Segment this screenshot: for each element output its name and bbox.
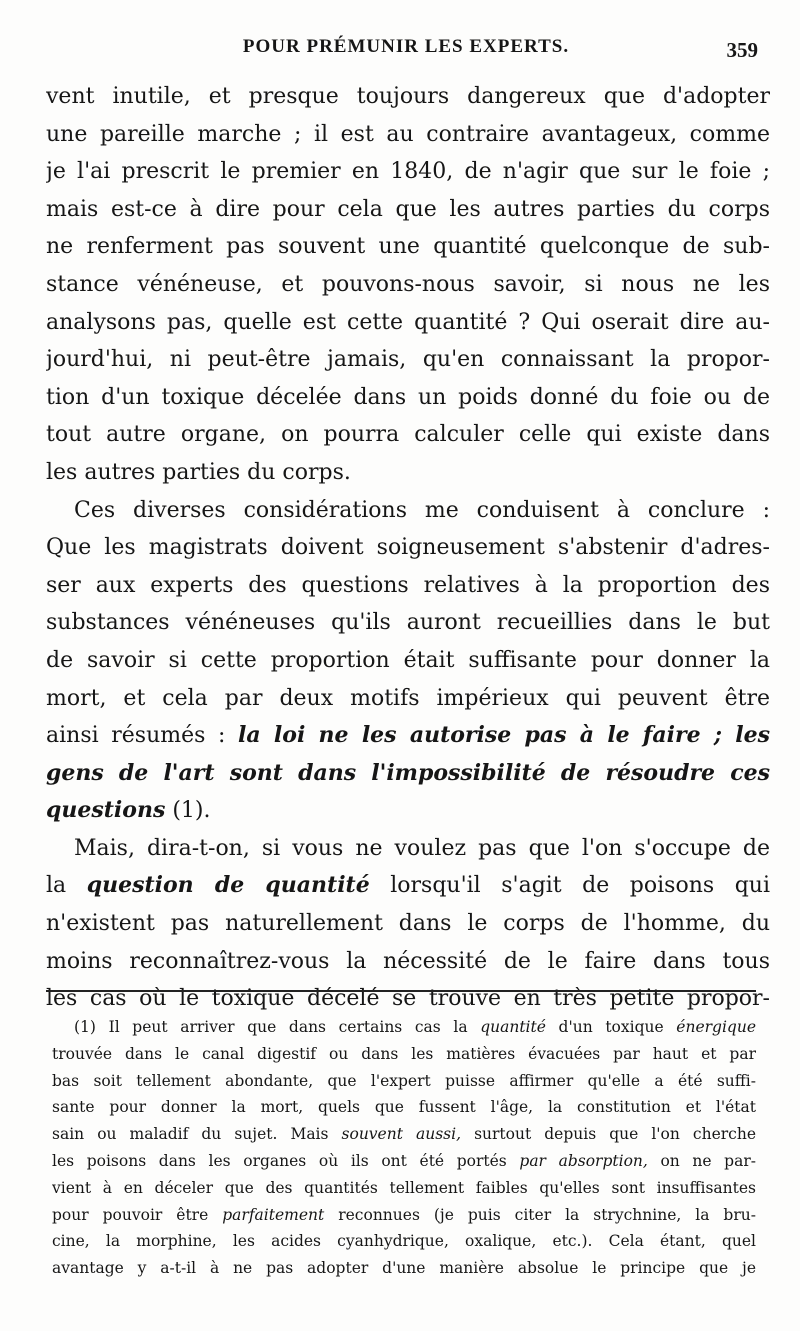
footnote-line: [52, 1094, 756, 1121]
body-line: [46, 867, 770, 905]
body-emphasis: la loi ne les autorise pas à le faire ; les: [238, 722, 770, 749]
footnote-span: surtout depuis que l'on cherche: [461, 1125, 756, 1144]
footnote-line: [52, 1121, 756, 1148]
body-emphasis: gens de l'art sont dans l'impossibilité de résoudre ces: [46, 759, 770, 786]
footnote-line: [52, 1255, 756, 1282]
body-span: Que les magistrats doivent soigneusement s'abstenir d'adres-: [46, 535, 770, 561]
footnote-span: pour pouvoir être: [52, 1205, 223, 1224]
footnote-emphasis: parfaitement: [222, 1205, 325, 1224]
footnote-span: avantage y a-t-il à ne pas adopter d'une manière absolue le principe que je: [52, 1259, 756, 1278]
body-text: [46, 78, 770, 1018]
body-line: [46, 228, 770, 266]
body-span: n'existent pas naturellement dans le corps de l'homme, du: [46, 911, 770, 937]
body-span: une pareille marche ; il est au contraire avantageux, comme: [46, 121, 770, 147]
body-line: [46, 717, 770, 755]
body-line: [46, 567, 770, 605]
footnote-span: vient à en déceler que des quantités tellement faibles qu'elles sont insuffisantes: [52, 1178, 756, 1197]
footnote-line: [52, 1175, 756, 1202]
footnote-span: (1) Il peut arriver que dans certains cas la: [74, 1018, 481, 1036]
footnote-span: cine, la morphine, les acides cyanhydrique, oxalique, etc.). Cela étant, quel: [52, 1232, 756, 1251]
body-span: ainsi résumés :: [46, 723, 239, 749]
body-emphasis: questions: [46, 797, 166, 824]
body-span: lorsqu'il s'agit de poisons qui: [369, 873, 770, 899]
footnote-block: [52, 1014, 756, 1282]
body-line: [46, 642, 770, 680]
body-span: les autres parties du corps.: [46, 459, 351, 485]
body-line: [46, 416, 770, 454]
body-span: les cas où le toxique décelé se trouve en très petite propor-: [46, 986, 770, 1012]
footnote-span: on ne par-: [647, 1151, 756, 1170]
footnote-span: sante pour donner la mort, quels que fussent l'âge, la constitution et l'état: [52, 1098, 756, 1117]
body-span: mort, et cela par deux motifs impérieux qui peuvent être: [46, 685, 770, 711]
body-span: ser aux experts des questions relatives à la proportion des: [46, 572, 770, 598]
body-span: (1).: [165, 798, 211, 824]
body-line: [46, 379, 770, 417]
body-span: tout autre organe, on pourra calculer celle qui existe dans: [46, 422, 770, 448]
body-span: Ces diverses considérations me conduisent à conclure :: [74, 497, 770, 523]
body-line: [46, 792, 770, 830]
body-line: [46, 454, 770, 492]
footnote-emphasis: par absorption,: [519, 1151, 648, 1170]
body-line: [46, 266, 770, 304]
footnote-span: reconnues (je puis citer la strychnine, la bru-: [324, 1205, 756, 1224]
footnote-line: [52, 1014, 756, 1041]
footnote-emphasis: quantité: [480, 1018, 546, 1036]
body-span: ne renferment pas souvent une quantité quelconque de sub-: [46, 234, 770, 260]
body-line: [46, 905, 770, 943]
footnote-span: d'un toxique: [545, 1018, 677, 1036]
footnote-span: bas soit tellement abondante, que l'expert puisse affirmer qu'elle a été suffi-: [52, 1071, 756, 1090]
body-span: substances vénéneuses qu'ils auront recueillies dans le but: [46, 610, 770, 636]
body-line: [46, 153, 770, 191]
body-line: [46, 116, 770, 154]
body-line: [46, 78, 770, 116]
body-line: [46, 341, 770, 379]
footnote-emphasis: souvent aussi,: [341, 1125, 462, 1144]
body-line: [46, 680, 770, 718]
body-line: [46, 980, 770, 1018]
body-line: [46, 943, 770, 981]
body-span: Mais, dira-t-on, si vous ne voulez pas que l'on s'occupe de: [74, 835, 770, 861]
footnote-span: trouvée dans le canal digestif ou dans les matières évacuées par haut et par: [52, 1044, 756, 1063]
body-span: vent inutile, et presque toujours dangereux que d'adopter: [46, 84, 770, 109]
body-span: jourd'hui, ni peut-être jamais, qu'en connaissant la propor-: [46, 347, 770, 373]
body-span: tion d'un toxique décelée dans un poids donné du foie ou de: [46, 384, 770, 410]
body-span: stance vénéneuse, et pouvons-nous savoir, si nous ne les: [46, 271, 770, 297]
footnote-span: les poisons dans les organes où ils ont été portés: [52, 1151, 520, 1170]
running-title: POUR PRÉMUNIR LES EXPERTS.: [242, 36, 570, 57]
body-span: la: [46, 873, 87, 899]
body-line: [46, 191, 770, 229]
body-span: moins reconnaîtrez-vous la nécessité de le faire dans tous: [46, 948, 770, 974]
footnote-line: [52, 1228, 756, 1255]
body-span: je l'ai prescrit le premier en 1840, de n'agir que sur le foie ;: [46, 159, 770, 185]
page-number: 359: [726, 38, 758, 62]
footnote-emphasis: énergique: [676, 1018, 756, 1036]
running-head: [46, 36, 766, 66]
footnote-line: [52, 1068, 756, 1095]
body-span: mais est-ce à dire pour cela que les autres parties du corps: [46, 196, 770, 222]
footnote-span: sain ou maladif du sujet. Mais: [52, 1125, 342, 1144]
footnote-line: [52, 1202, 756, 1229]
body-span: de savoir si cette proportion était suffisante pour donner la: [46, 647, 770, 673]
body-span: analysons pas, quelle est cette quantité ? Qui oserait dire au-: [46, 309, 770, 335]
body-line: [46, 529, 770, 567]
body-line: [46, 304, 770, 342]
footnote-line: [52, 1041, 756, 1068]
footnote-divider: [46, 990, 756, 992]
body-line: [46, 492, 770, 530]
body-line: [46, 604, 770, 642]
body-emphasis: question de quantité: [86, 872, 370, 899]
body-line: [46, 755, 770, 793]
footnote-line: [52, 1148, 756, 1175]
body-line: [46, 830, 770, 868]
